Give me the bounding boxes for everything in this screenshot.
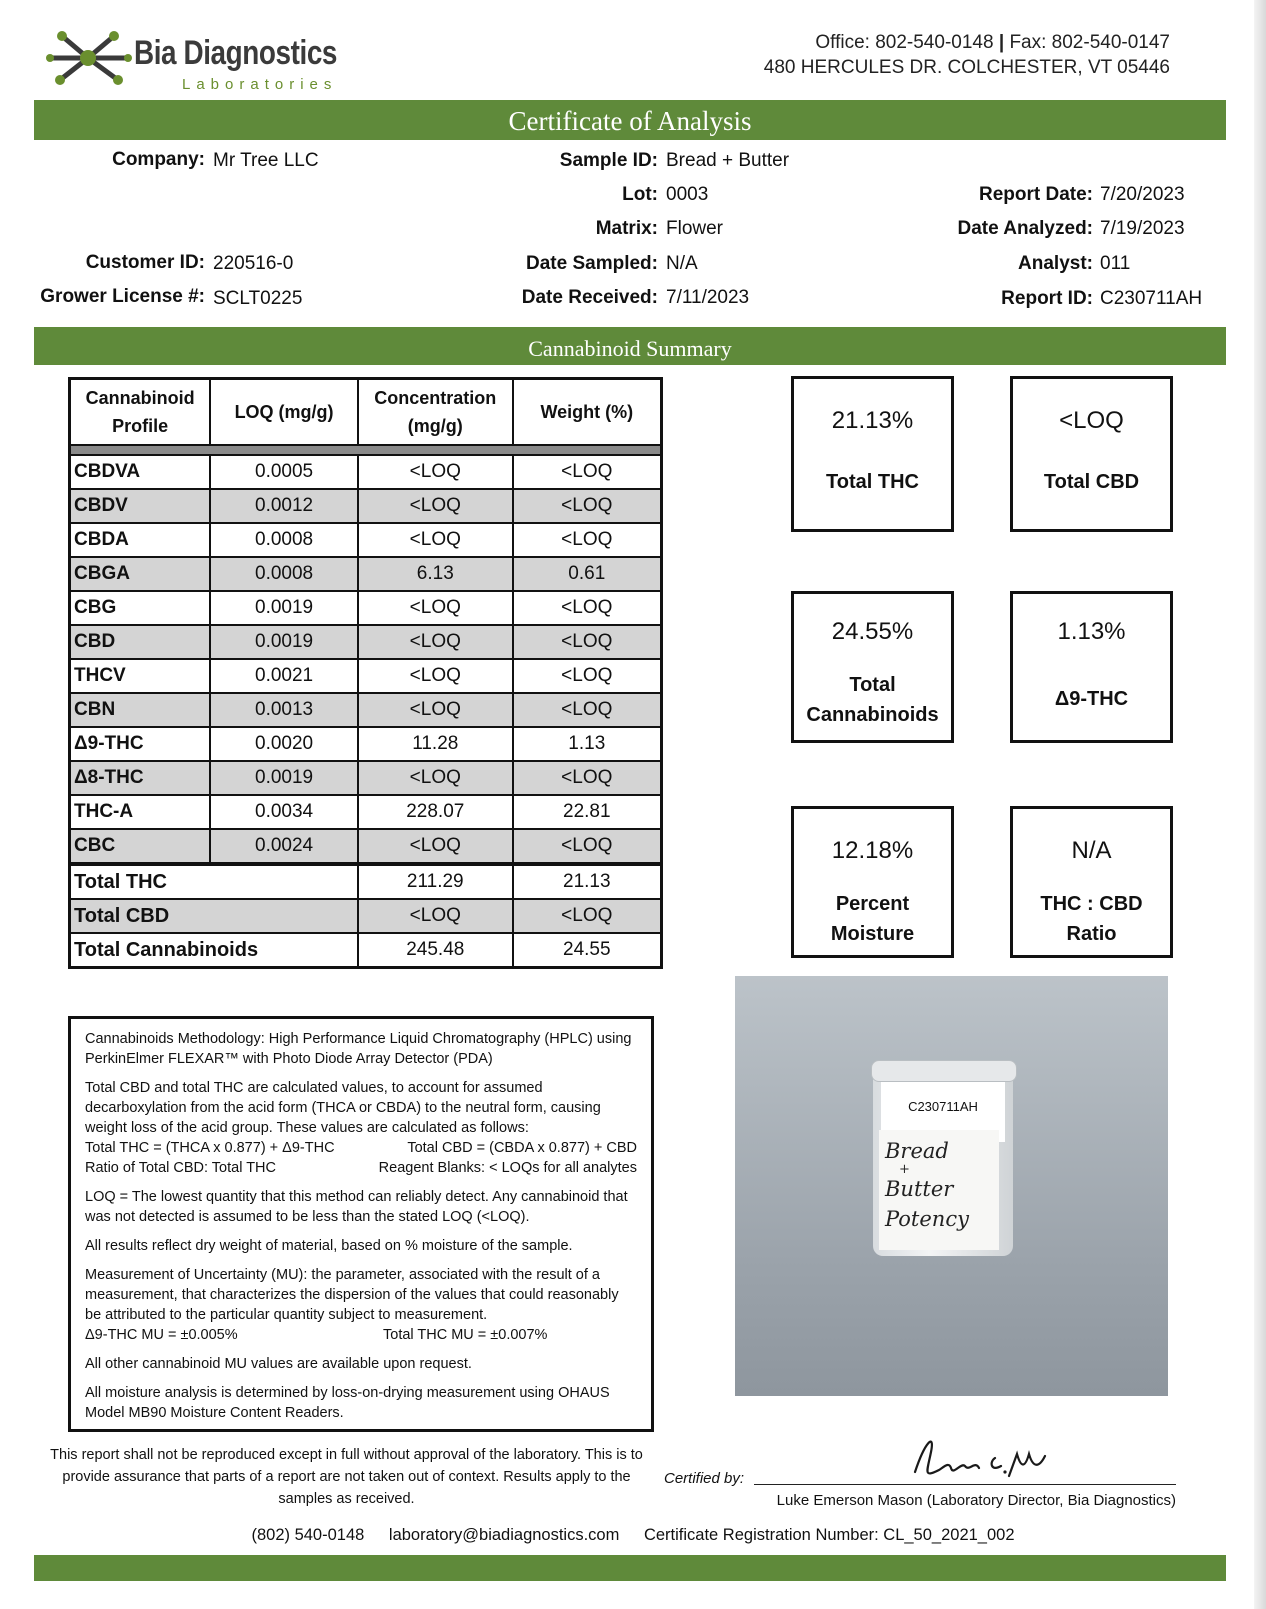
total-weight-cell: <LOQ	[513, 899, 662, 933]
concentration-cell: <LOQ	[358, 761, 513, 795]
concentration-cell: <LOQ	[358, 455, 513, 489]
loq-cell: 0.0021	[210, 659, 358, 693]
weight-cell: <LOQ	[513, 523, 662, 557]
signer-name: Luke Emerson Mason (Laboratory Director, Bia Diagnostics)	[776, 1492, 1176, 1509]
concentration-cell: <LOQ	[358, 523, 513, 557]
loq-cell: 0.0005	[210, 455, 358, 489]
weight-cell: <LOQ	[513, 761, 662, 795]
header-weight: Weight (%)	[513, 379, 662, 446]
grower-license-value: SCLT0225	[213, 288, 303, 309]
cannabinoid-name: Δ9-THC	[70, 727, 211, 761]
lot-label: Lot:	[622, 184, 658, 205]
thc-cbd-ratio-value: N/A	[1071, 837, 1112, 864]
cannabinoid-name: CBDA	[70, 523, 211, 557]
header-loq: LOQ (mg/g)	[210, 379, 358, 446]
lab-logo	[42, 20, 362, 98]
concentration-cell: <LOQ	[358, 591, 513, 625]
table-row	[70, 693, 662, 727]
d9-thc-mu: Δ9-THC MU = ±0.005%	[85, 1327, 238, 1343]
concentration-cell: 11.28	[358, 727, 513, 761]
thc-cbd-ratio-box	[1010, 806, 1173, 958]
total-name: Total CBD	[70, 899, 358, 933]
weight-cell: <LOQ	[513, 489, 662, 523]
weight-cell: <LOQ	[513, 829, 662, 864]
total-concentration-cell: <LOQ	[358, 899, 513, 933]
weight-cell: <LOQ	[513, 693, 662, 727]
loq-cell: 0.0008	[210, 523, 358, 557]
moisture-label-2: Moisture	[830, 923, 915, 945]
analyst-value: 011	[1100, 253, 1131, 274]
weight-cell: 0.61	[513, 557, 662, 591]
reagent-blanks-note: Reagent Blanks: < LOQs for all analytes	[378, 1160, 637, 1176]
table-row	[70, 591, 662, 625]
total-thc-mu: Total THC MU = ±0.007%	[383, 1327, 548, 1343]
cannabinoid-name: THCV	[70, 659, 211, 693]
weight-cell: <LOQ	[513, 591, 662, 625]
total-row	[70, 864, 662, 899]
footer	[0, 1526, 1266, 1545]
d9-thc-box	[1010, 591, 1173, 743]
methodology-loq: LOQ = The lowest quantity that this method can reliably detect. Any cannabinoid that was not detected is assumed to be less than the stated LOQ (<LOQ).	[85, 1189, 628, 1225]
disclaimer-text: This report shall not be reproduced except in full without approval of the laboratory. This is to provide assurance that parts of a report are not taken out of context. Results apply to the samples as received.	[50, 1447, 643, 1507]
methodology-decarboxylation: Total CBD and total THC are calculated values, to account for assumed decarboxylation from the acid form (THCA or CBDA) to the neutral form, causing weight loss of the acid group. These values are calculated as follows:	[85, 1080, 601, 1136]
total-cannabinoids-box	[791, 591, 954, 743]
jar-label-id: C230711AH	[881, 1082, 1005, 1142]
total-concentration-cell: 211.29	[358, 864, 513, 899]
header-cannabinoid-profile: Cannabinoid Profile	[70, 379, 211, 446]
date-received-value: 7/11/2023	[666, 287, 750, 308]
hand-line-2: +	[899, 1162, 910, 1177]
company-label: Company:	[112, 149, 205, 170]
total-cannabinoids-value: 24.55%	[831, 618, 914, 645]
cannabinoid-name: Δ8-THC	[70, 761, 211, 795]
footer-phone: (802) 540-0148	[251, 1526, 365, 1544]
cannabinoid-name: CBDVA	[70, 455, 211, 489]
moisture-box	[791, 806, 954, 958]
thc-cbd-ratio-label-1: THC : CBD	[1040, 893, 1143, 915]
cannabinoid-name: CBG	[70, 591, 211, 625]
concentration-cell: <LOQ	[358, 659, 513, 693]
hand-line-4: Potency	[885, 1207, 969, 1231]
total-weight-cell: 24.55	[513, 933, 662, 968]
date-received-label: Date Received:	[521, 287, 658, 308]
total-thc-box	[791, 376, 954, 532]
table-row	[70, 523, 662, 557]
total-cannabinoids-label-1: Total	[849, 674, 896, 696]
report-id-value: C230711AH	[1100, 288, 1203, 309]
page-edge	[1254, 0, 1266, 1609]
total-cbd-value: <LOQ	[1059, 407, 1124, 434]
matrix-label: Matrix:	[595, 218, 658, 239]
sample-id-label: Sample ID:	[559, 150, 658, 171]
lab-logo-name: Bia Diagnostics	[134, 34, 338, 72]
ratio-row	[85, 1158, 637, 1178]
concentration-cell: <LOQ	[358, 693, 513, 727]
sample-photo	[735, 976, 1168, 1396]
date-sampled-label: Date Sampled:	[526, 253, 658, 274]
loq-cell: 0.0024	[210, 829, 358, 864]
report-date-label: Report Date:	[978, 184, 1093, 205]
total-name: Total THC	[70, 864, 358, 899]
cannabinoid-name: CBGA	[70, 557, 211, 591]
total-row	[70, 899, 662, 933]
footer-registration: Certificate Registration Number: CL_50_2021_002	[643, 1526, 1015, 1544]
d9-thc-label: Δ9-THC	[1054, 688, 1129, 710]
fax-number: Fax: 802-540-0147	[1009, 32, 1170, 53]
analyst-label: Analyst:	[1018, 253, 1093, 274]
cannabinoid-name: CBD	[70, 625, 211, 659]
loq-cell: 0.0019	[210, 591, 358, 625]
sample-jar	[873, 1066, 1013, 1256]
footer-email[interactable]: laboratory@biadiagnostics.com	[388, 1526, 620, 1544]
customer-id-label: Customer ID:	[85, 252, 205, 273]
lot-value: 0003	[666, 184, 709, 205]
loq-cell: 0.0013	[210, 693, 358, 727]
jar-handwritten-label	[879, 1130, 999, 1250]
formula-row	[85, 1138, 637, 1158]
thc-cbd-ratio-label-2: Ratio	[1066, 923, 1117, 945]
grower-license-label: Grower License #:	[40, 286, 205, 307]
header-separator	[70, 445, 662, 455]
customer-id-value: 220516-0	[213, 253, 294, 274]
weight-cell: <LOQ	[513, 659, 662, 693]
cannabinoid-summary-title: Cannabinoid Summary	[34, 327, 1226, 365]
total-weight-cell: 21.13	[513, 864, 662, 899]
total-row	[70, 933, 662, 968]
total-concentration-cell: 245.48	[358, 933, 513, 968]
cannabinoid-name: CBC	[70, 829, 211, 864]
weight-cell: 1.13	[513, 727, 662, 761]
total-cbd-formula: Total CBD = (CBDA x 0.877) + CBD	[407, 1140, 637, 1156]
sample-id-value: Bread + Butter	[666, 150, 790, 171]
methodology-moisture: All moisture analysis is determined by loss-on-drying measurement using OHAUS Model MB90 Moisture Content Readers.	[85, 1385, 610, 1421]
total-cbd-label: Total CBD	[1043, 471, 1140, 493]
methodology-box	[68, 1016, 654, 1432]
moisture-label-1: Percent	[835, 893, 910, 915]
weight-cell: <LOQ	[513, 625, 662, 659]
table-row	[70, 455, 662, 489]
weight-cell: 22.81	[513, 795, 662, 829]
report-id-label: Report ID:	[1001, 288, 1093, 309]
footer-bar	[34, 1555, 1226, 1581]
ratio-note: Ratio of Total CBD: Total THC	[85, 1160, 276, 1176]
methodology-hplc: Cannabinoids Methodology: High Performance Liquid Chromatography (HPLC) using PerkinElmer FLEXAR™ with Photo Diode Array Detector (PDA)	[85, 1031, 632, 1067]
table-row	[70, 727, 662, 761]
loq-cell: 0.0019	[210, 761, 358, 795]
total-cannabinoids-label-2: Cannabinoids	[806, 704, 939, 726]
lab-contact: Office: 802-540-0148 | Fax: 802-540-0147 480 HERCULES DR. COLCHESTER, VT 05446	[763, 32, 1170, 78]
loq-cell: 0.0019	[210, 625, 358, 659]
table-row	[70, 489, 662, 523]
methodology-other-mu: All other cannabinoid MU values are available upon request.	[85, 1356, 472, 1372]
concentration-cell: <LOQ	[358, 625, 513, 659]
concentration-cell: <LOQ	[358, 829, 513, 864]
matrix-value: Flower	[666, 218, 724, 239]
table-row	[70, 557, 662, 591]
table-row	[70, 625, 662, 659]
report-date-value: 7/20/2023	[1100, 184, 1185, 205]
moisture-value: 12.18%	[831, 837, 914, 864]
hand-line-1: Bread	[885, 1139, 949, 1163]
cannabinoid-results-table	[68, 377, 663, 969]
molecule-logo-icon	[42, 22, 134, 94]
signature-line	[754, 1484, 1176, 1485]
mu-row	[85, 1325, 637, 1345]
date-sampled-value: N/A	[666, 253, 698, 274]
header-concentration: Concentration (mg/g)	[358, 379, 513, 446]
loq-cell: 0.0008	[210, 557, 358, 591]
office-phone: Office: 802-540-0148	[815, 32, 994, 53]
concentration-cell: 228.07	[358, 795, 513, 829]
total-thc-value: 21.13%	[831, 407, 914, 434]
jar-lid	[871, 1060, 1017, 1082]
methodology-dry-weight: All results reflect dry weight of material, based on % moisture of the sample.	[85, 1238, 573, 1254]
loq-cell: 0.0034	[210, 795, 358, 829]
cannabinoid-name: CBDV	[70, 489, 211, 523]
table-row	[70, 659, 662, 693]
company-value: Mr Tree LLC	[213, 150, 319, 171]
d9-thc-value: 1.13%	[1057, 618, 1126, 645]
loq-cell: 0.0012	[210, 489, 358, 523]
signature-icon	[905, 1432, 1065, 1484]
certified-by-label: Certified by:	[664, 1470, 745, 1487]
concentration-cell: <LOQ	[358, 489, 513, 523]
loq-cell: 0.0020	[210, 727, 358, 761]
table-row	[70, 795, 662, 829]
date-analyzed-value: 7/19/2023	[1100, 218, 1185, 239]
total-thc-label: Total THC	[826, 471, 919, 493]
table-header-row	[70, 379, 662, 446]
cannabinoid-name: THC-A	[70, 795, 211, 829]
cannabinoid-name: CBN	[70, 693, 211, 727]
date-analyzed-label: Date Analyzed:	[957, 218, 1093, 239]
lab-address: 480 HERCULES DR. COLCHESTER, VT 05446	[763, 57, 1170, 78]
weight-cell: <LOQ	[513, 455, 662, 489]
table-row	[70, 829, 662, 864]
hand-line-3: Butter	[885, 1177, 954, 1201]
total-name: Total Cannabinoids	[70, 933, 358, 968]
total-cbd-box	[1010, 376, 1173, 532]
total-thc-formula: Total THC = (THCA x 0.877) + Δ9-THC	[85, 1140, 335, 1156]
methodology-mu: Measurement of Uncertainty (MU): the parameter, associated with the result of a measurement, that characterizes the dispersion of the values that could reasonably be attributed to the particular quantity subject to measurement.	[85, 1267, 619, 1323]
certificate-title: Certificate of Analysis	[34, 100, 1226, 140]
concentration-cell: 6.13	[358, 557, 513, 591]
lab-logo-subtitle: Laboratories	[182, 76, 338, 93]
table-row	[70, 761, 662, 795]
